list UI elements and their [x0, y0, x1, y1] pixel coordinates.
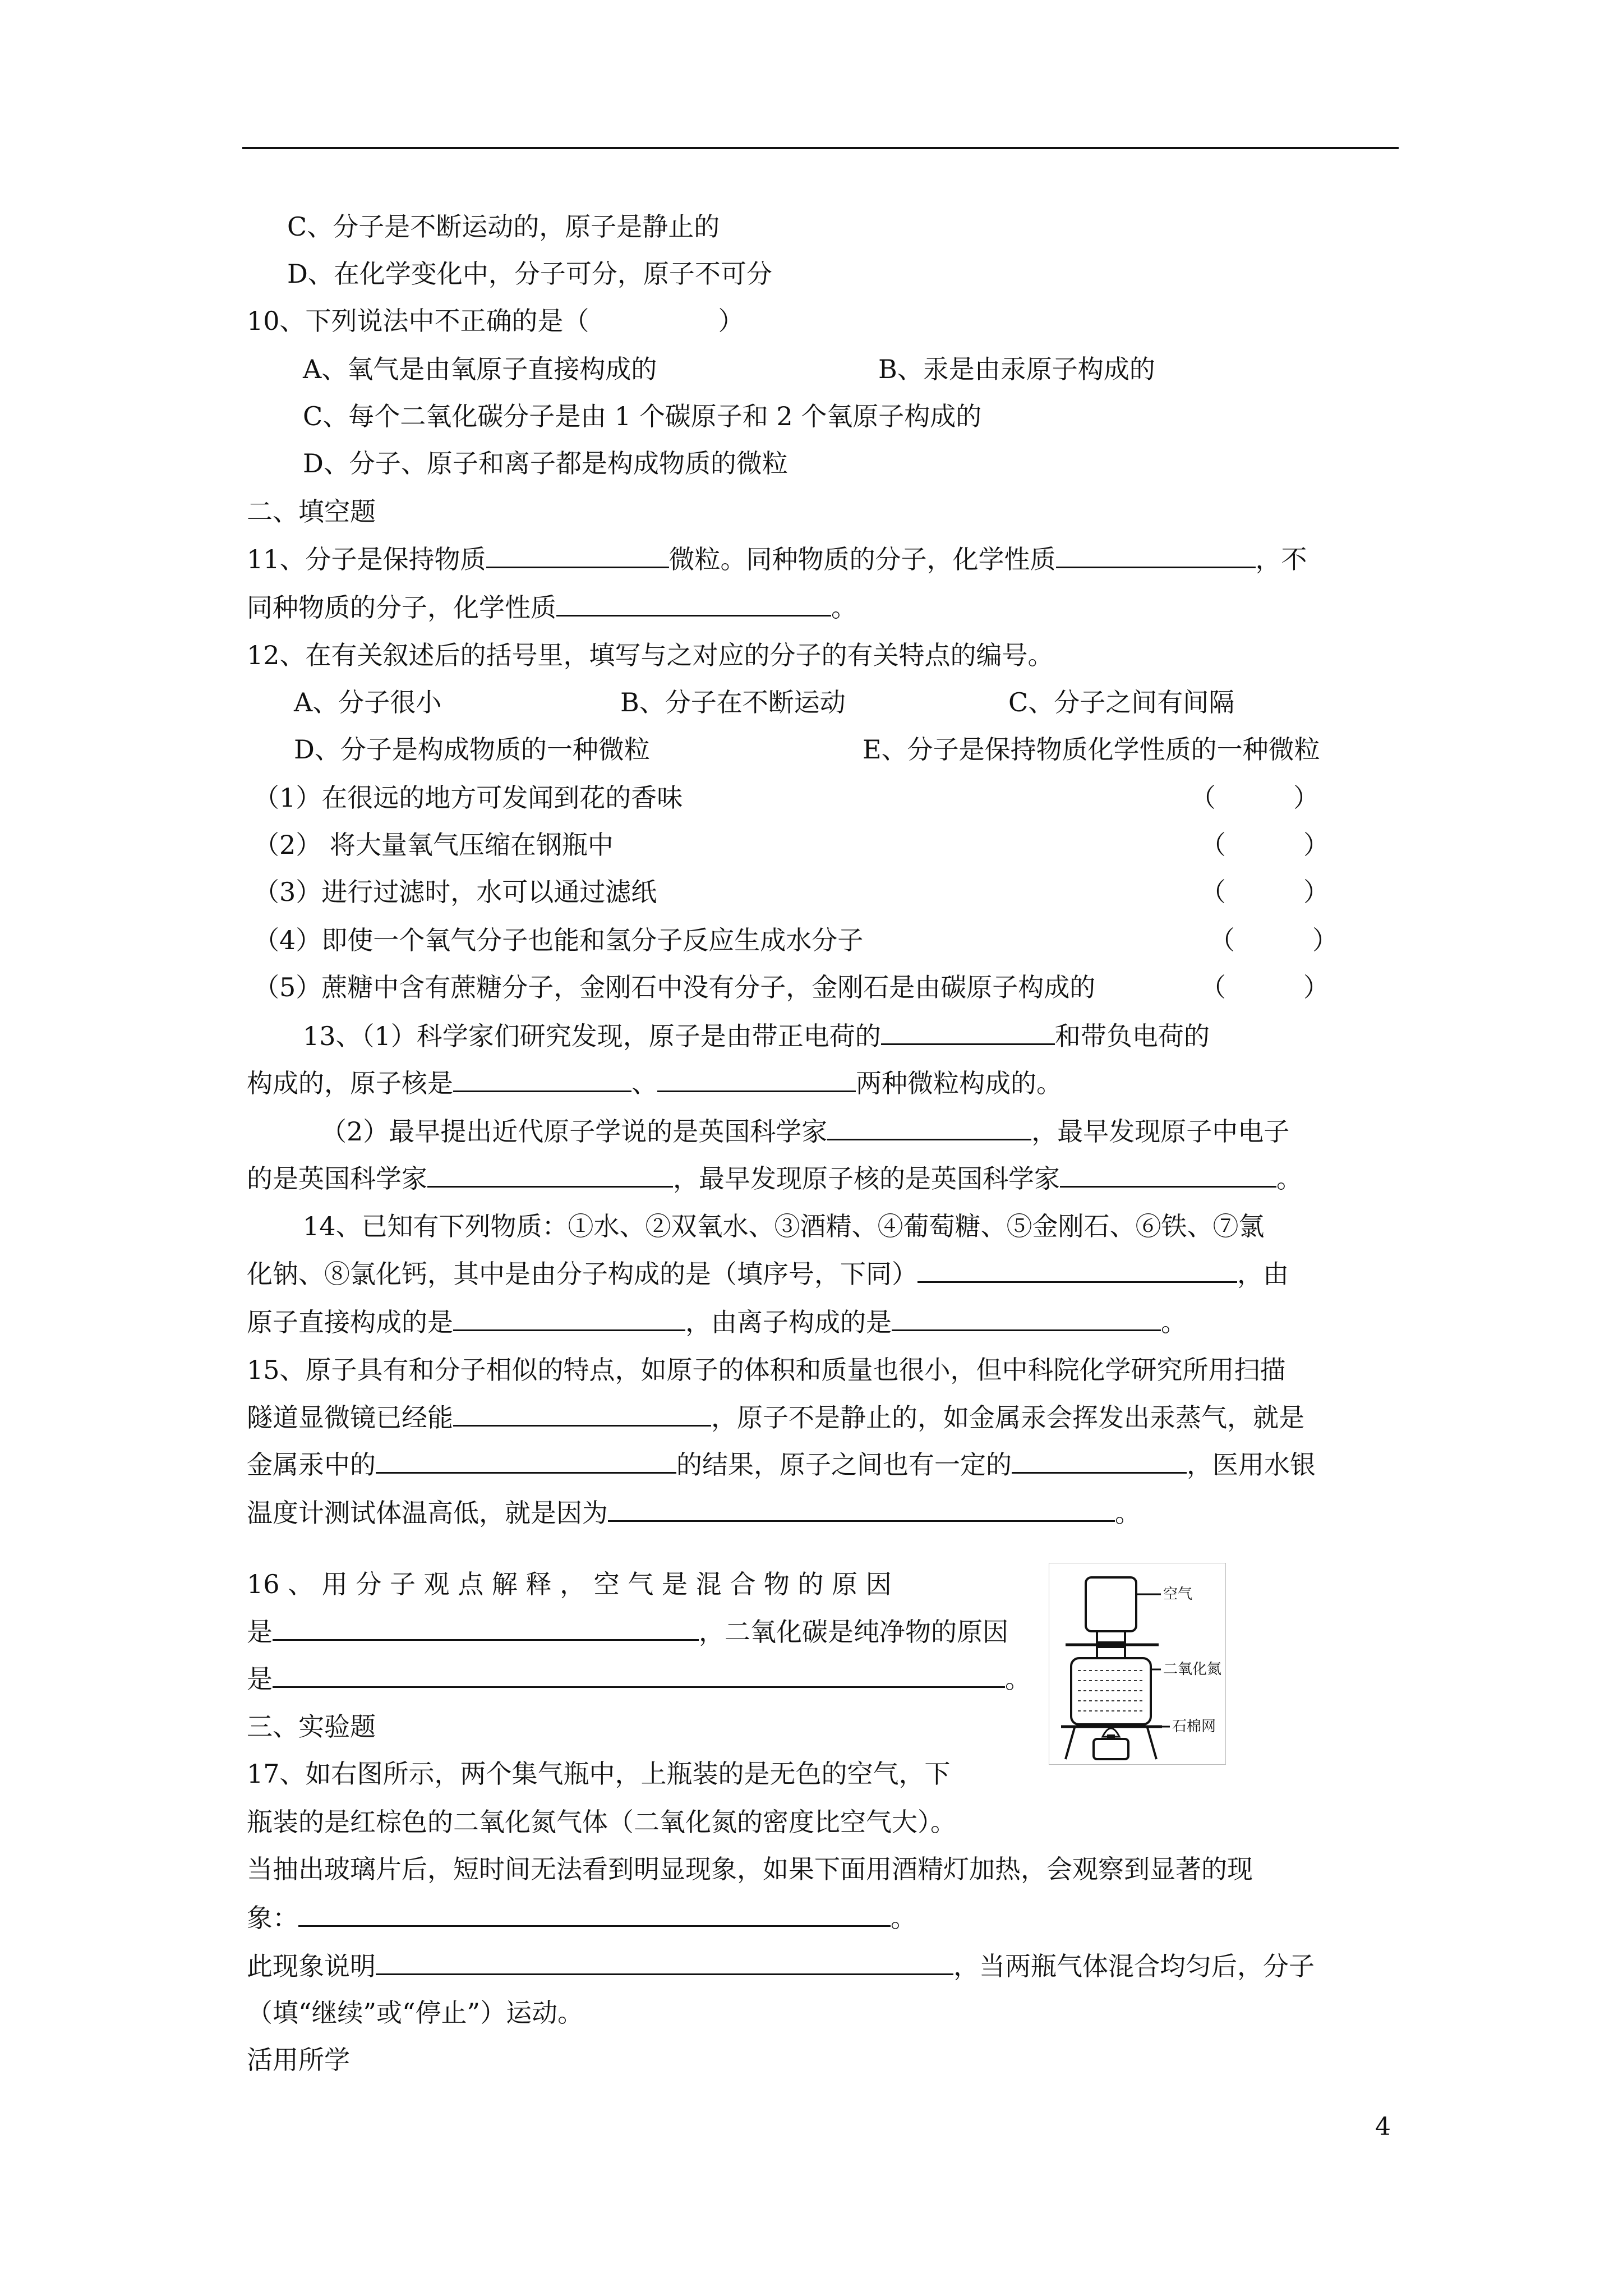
q10-option-d: D、分子、原子和离子都是构成物质的微粒	[303, 448, 788, 478]
answer-blank[interactable]	[827, 1114, 1031, 1140]
q13-line-3: （2）最早提出近代原子学说的是英国科学家 ，最早发现原子中电子	[321, 1114, 1289, 1148]
answer-blank[interactable]	[453, 1066, 631, 1092]
q14-line-1: 14、已知有下列物质：①水、②双氧水、③酒精、④葡萄糖、⑤金刚石、⑥铁、⑦氯	[303, 1211, 1265, 1241]
q15-line-4: 温度计测试体温高低，就是因为 。	[247, 1496, 1141, 1530]
q12-item-5: （5）蔗糖中含有蔗糖分子，金刚石中没有分子，金刚石是由碳原子构成的	[253, 972, 1096, 1002]
answer-blank[interactable]	[556, 590, 831, 616]
q16-line-1: 16 、 用 分 子 观 点 解 释 ， 空 气 是 混 合 物 的 原 因	[247, 1569, 892, 1599]
answer-blank[interactable]	[453, 1305, 685, 1331]
q10-option-b: B、汞是由汞原子构成的	[878, 354, 1155, 384]
q12-answer-paren-2[interactable]: （ ）	[1200, 830, 1329, 860]
q17-line-4: 象： 。	[247, 1901, 916, 1935]
answer-blank[interactable]	[453, 1400, 711, 1427]
q17-line-2: 瓶装的是红棕色的二氧化氮气体（二氧化氮的密度比空气大）。	[247, 1807, 956, 1837]
q12-item-2: （2） 将大量氧气压缩在钢瓶中	[253, 830, 614, 860]
answer-blank[interactable]	[881, 1019, 1055, 1045]
header-rule	[242, 147, 1399, 149]
q10-option-a: A、氧气是由氧原子直接构成的	[303, 354, 657, 384]
q12-item-4: （4）即使一个氧气分子也能和氢分子反应生成水分子	[253, 925, 864, 955]
section-heading-experiment: 三、实验题	[247, 1711, 376, 1742]
figure-label-asbestos-gauze: 石棉网	[1172, 1718, 1216, 1735]
q13-line-1: 13、（1）科学家们研究发现，原子是由带正电荷的 和带负电荷的	[303, 1019, 1210, 1053]
q15-line-1: 15、原子具有和分子相似的特点，如原子的体积和质量也很小，但中科院化学研究所用扫描	[247, 1355, 1286, 1385]
q10-option-c: C、每个二氧化碳分子是由 1 个碳原子和 2 个氧原子构成的	[303, 401, 982, 431]
answer-blank[interactable]	[298, 1901, 891, 1927]
answer-blank[interactable]	[608, 1496, 1115, 1522]
figure-label-air: 空气	[1163, 1586, 1193, 1603]
answer-blank[interactable]	[1056, 542, 1256, 568]
q17-line-1: 17、如右图所示，两个集气瓶中，上瓶装的是无色的空气，下	[247, 1759, 951, 1789]
q13-line-4: 的是英国科学家 ，最早发现原子核的是英国科学家 。	[247, 1161, 1302, 1195]
page-number: 4	[1375, 2113, 1391, 2141]
section-footer-text: 活用所学	[247, 2045, 350, 2075]
q12-option-e: E、分子是保持物质化学性质的一种微粒	[863, 734, 1320, 765]
answer-blank[interactable]	[657, 1066, 856, 1092]
q16-line-2: 是 ，二氧化碳是纯净物的原因	[247, 1614, 1008, 1649]
q12-option-b: B、分子在不断运动	[620, 687, 846, 717]
answer-blank[interactable]	[427, 1161, 673, 1188]
q17-line-5: 此现象说明 ，当两瓶气体混合均匀后，分子	[247, 1949, 1315, 1983]
q17-line-3: 当抽出玻璃片后，短时间无法看到明显现象，如果下面用酒精灯加热，会观察到显著的现	[247, 1854, 1253, 1884]
gas-bottle-diagram	[1049, 1563, 1226, 1765]
answer-blank[interactable]	[376, 1447, 676, 1474]
q9-option-c: C、分子是不断运动的，原子是静止的	[287, 211, 720, 242]
q14-line-2: 化钠、⑧氯化钙，其中是由分子构成的是（填序号，下同） ，由	[247, 1257, 1289, 1291]
q12-answer-paren-1[interactable]: （ ）	[1190, 783, 1319, 813]
q9-option-d: D、在化学变化中，分子可分，原子不可分	[287, 259, 772, 289]
q12-option-c: C、分子之间有间隔	[1008, 687, 1235, 717]
answer-blank[interactable]	[273, 1662, 1005, 1688]
q12-item-3: （3）进行过滤时，水可以通过滤纸	[253, 877, 657, 907]
answer-blank[interactable]	[376, 1949, 953, 1975]
answer-blank[interactable]	[917, 1257, 1237, 1283]
q13-line-2: 构成的，原子核是 、 两种微粒构成的。	[247, 1066, 1062, 1100]
q14-line-3: 原子直接构成的是 ，由离子构成的是 。	[247, 1305, 1187, 1339]
q12-option-d: D、分子是构成物质的一种微粒	[294, 734, 650, 765]
q12-answer-paren-3[interactable]: （ ）	[1200, 877, 1329, 907]
q17-line-6: （填“继续”或“停止”）运动。	[247, 1998, 584, 2028]
section-heading-fill-in: 二、填空题	[247, 496, 376, 527]
answer-blank[interactable]	[273, 1614, 699, 1641]
q12-answer-paren-5[interactable]: （ ）	[1200, 972, 1329, 1002]
q12-answer-paren-4[interactable]: （ ）	[1209, 925, 1338, 955]
figure-label-no2: 二氧化氮	[1163, 1661, 1222, 1678]
answer-blank[interactable]	[892, 1305, 1161, 1331]
q15-line-2: 隧道显微镜已经能 ，原子不是静止的，如金属汞会挥发出汞蒸气，就是	[247, 1400, 1304, 1434]
q12-stem: 12、在有关叙述后的括号里，填写与之对应的分子的有关特点的编号。	[247, 640, 1054, 670]
q12-option-a: A、分子很小	[294, 687, 442, 717]
q11-line-2: 同种物质的分子，化学性质 。	[247, 590, 857, 624]
answer-blank[interactable]	[1060, 1161, 1276, 1188]
q11-line-1: 11、分子是保持物质 微粒。同种物质的分子，化学性质 ，不	[247, 542, 1307, 576]
q12-item-1: （1）在很远的地方可发闻到花的香味	[253, 783, 683, 813]
answer-blank[interactable]	[486, 542, 669, 568]
q10-stem: 10、下列说法中不正确的是（ ）	[247, 306, 744, 336]
answer-blank[interactable]	[1012, 1447, 1187, 1474]
q16-line-3: 是 。	[247, 1662, 1031, 1696]
q15-line-3: 金属汞中的 的结果，原子之间也有一定的 ，医用水银	[247, 1447, 1316, 1481]
